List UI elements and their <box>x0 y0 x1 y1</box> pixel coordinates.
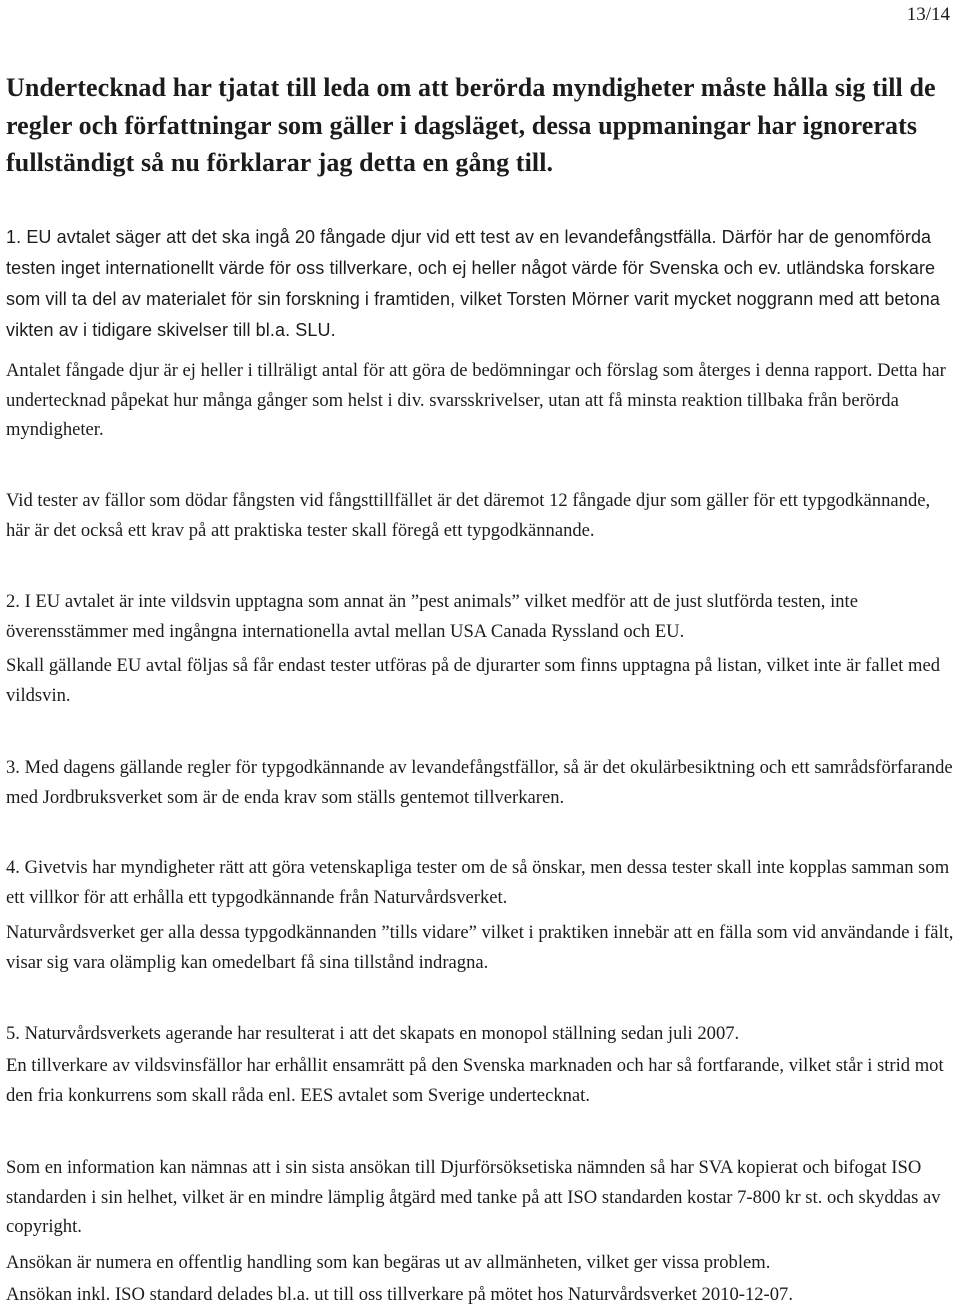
paragraph-point-1-continued: Antalet fångade djur är ej heller i tillräligt antal för att göra de bedömningar och förslag som återges i denna rapport. Detta har undertecknad påpekat hur många gånger som helst i div. svarsskrivelser, utan att få minsta reaktion tillbaka från berörda myndigheter. <box>6 360 946 441</box>
paragraph-trap-tests: Vid tester av fällor som dödar fångsten vid fångsttillfället är det däremot 12 fångade djur som gäller för ett typgodkännande, här är det också ett krav på att praktiska tester skall föregå ett typgodkännande. <box>6 490 931 541</box>
paragraph-information: Som en information kan nämnas att i sin sista ansökan till Djurförsöksetiska nämnden så har SVA kopierat och bifogat ISO standarden i sin helhet, vilket är en mindre lämplig åtgärd med tanke på att ISO standarden kostar 7-800 kr st. och skyddas av copyright. <box>6 1157 941 1238</box>
page-number: 13/14 <box>906 4 950 25</box>
paragraph-point-5-continued: En tillverkare av vildsvinsfällor har erhållit ensamrätt på den Svenska marknaden och har så fortfarande, vilket står i strid mot den fria konkurrens som skall råda enl. EES avtalet som Sverige undertecknat. <box>6 1055 944 1106</box>
paragraph-point-4: 4. Givetvis har myndigheter rätt att göra vetenskapliga tester om de så önskar, men dessa tester skall inte kopplas samman som ett villkor för att erhålla ett typgodkännande från Naturvårdsverket. <box>6 857 950 908</box>
paragraph-point-3: 3. Med dagens gällande regler för typgodkännande av levandefångstfällor, så är det okulärbesiktning och ett samrådsförfarande med Jordbruksverket som är de enda krav som ställs gentemot tillverkaren. <box>6 757 953 808</box>
paragraph-application-distributed: Ansökan inkl. ISO standard delades bl.a. ut till oss tillverkare på mötet hos Naturvårdsverket 2010-12-07. <box>6 1284 793 1305</box>
paragraph-point-5: 5. Naturvårdsverkets agerande har resulterat i att det skapats en monopol ställning sedan juli 2007. <box>6 1023 740 1044</box>
paragraph-point-1: 1. EU avtalet säger att det ska ingå 20 fångade djur vid ett test av en levandefångstfälla. Därför har de genomförda testen inget internationellt värde för oss tillverkare, och ej heller något värde för Svenska och ev. utländska forskare som vill ta del av materialet för sin forskning i framtiden, vilket Torsten Mörner varit mycket noggrann med att betona vikten av i tidigare skivelser till bl.a. SLU. <box>6 227 940 340</box>
paragraph-point-4-continued: Naturvårdsverket ger alla dessa typgodkännanden ”tills vidare” vilket i praktiken innebär att en fälla som vid användande i fält, visar sig vara olämplig kan omedelbart få sina tillstånd indragna. <box>6 922 954 973</box>
paragraph-point-2-continued: Skall gällande EU avtal följas så får endast tester utföras på de djurarter som finns upptagna på listan, vilket inte är fallet med vildsvin. <box>6 655 941 706</box>
paragraph-application-public: Ansökan är numera en offentlig handling som kan begäras ut av allmänheten, vilket ger vissa problem. <box>6 1252 771 1273</box>
paragraph-point-2: 2. I EU avtalet är inte vildsvin upptagna som annat än ”pest animals” vilket medför att de just slutförda testen, inte överensstämmer med ingångna internationella avtal mellan USA Canada Ryssland och EU. <box>6 591 858 642</box>
document-heading: Undertecknad har tjatat till leda om att berörda myndigheter måste hålla sig till de regler och författningar som gäller i dagsläget, dessa uppmaningar har ignorerats fullständigt så nu förklarar jag detta en gång till. <box>6 73 936 177</box>
